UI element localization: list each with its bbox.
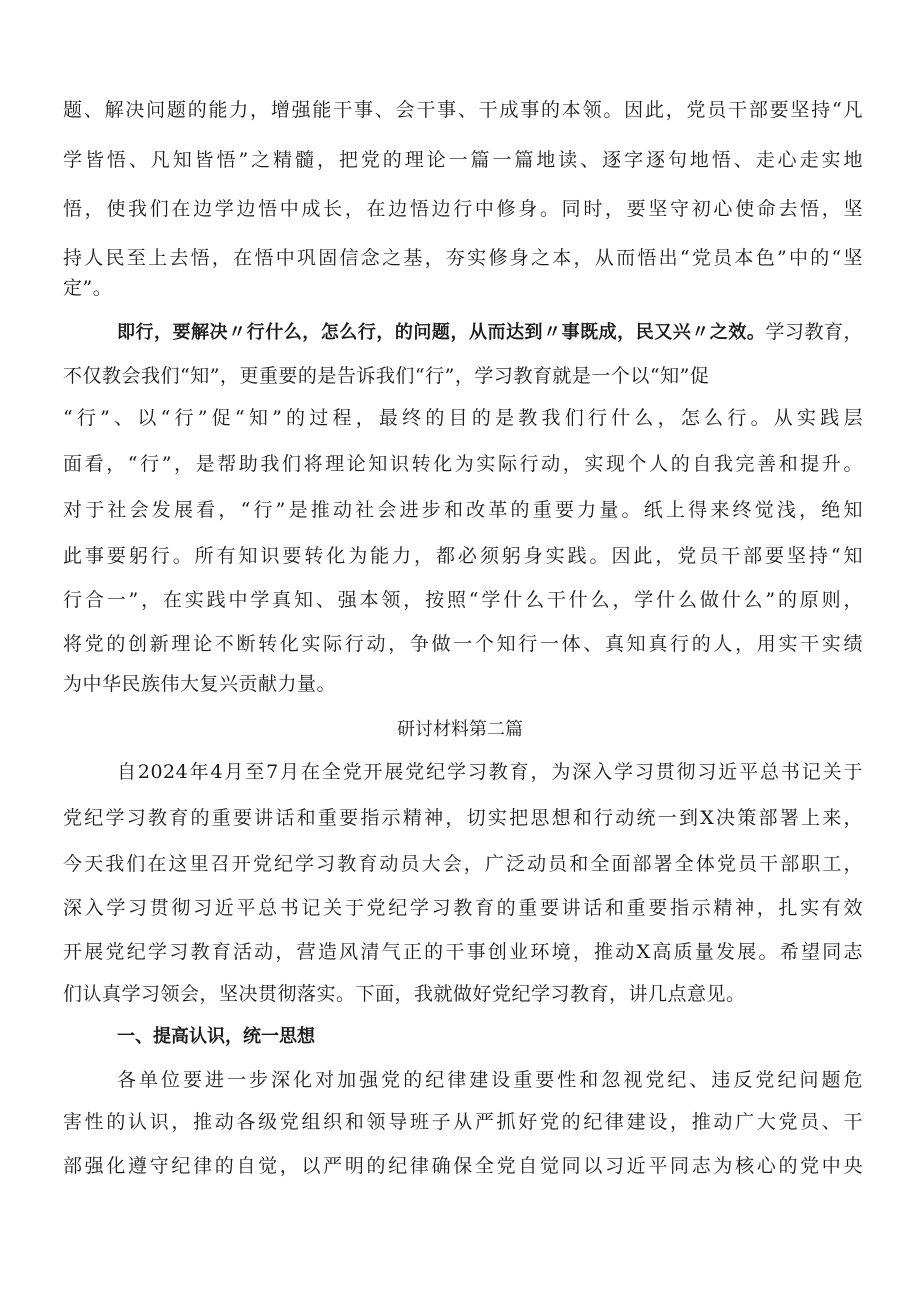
paragraph-line: 持人民至上去悟，在悟中巩固信念之基，夯实修身之本，从而悟出“党员本色”中的“坚	[63, 247, 863, 269]
paragraph-line: 今天我们在这里召开党纪学习教育动员大会，广泛动员和全面部署全体党员干部职工，	[63, 853, 863, 875]
paragraph-line: 题、解决问题的能力，增强能干事、会干事、干成事的本领。因此，党员干部要坚持“凡	[63, 99, 863, 121]
paragraph-line: 们认真学习领会，坚决贯彻落实。下面，我就做好党纪学习教育，讲几点意见。	[63, 983, 746, 1005]
paragraph-line: 深入学习贯彻习近平总书记关于党纪学习教育的重要讲话和重要指示精神，扎实有效	[63, 897, 863, 919]
paragraph-line: 定”。	[63, 277, 113, 299]
paragraph-line: 开展党纪学习教育活动，营造风清气正的干事创业环境，推动X高质量发展。希望同志	[63, 941, 863, 963]
section-heading: 研讨材料第二篇	[397, 719, 523, 740]
paragraph-line: 此事要躬行。所有知识要转化为能力，都必须躬身实践。因此，党员干部要坚持“知	[63, 545, 863, 567]
paragraph-line: 害性的认识，推动各级党组织和领导班子从严抓好党的纪律建设，推动广大党员、干	[63, 1111, 863, 1133]
paragraph-lead-line	[117, 320, 863, 345]
bold-lead-text: 即行，要解决〃行什么，怎么行，的问题，从而达到〃事既成，民又兴〃之效。	[117, 322, 766, 343]
paragraph-line: 各单位要进一步深化对加强党的纪律建设重要性和忽视党纪、违反党纪问题危	[117, 1069, 863, 1091]
paragraph-line: 部强化遵守纪律的自觉，以严明的纪律确保全党自觉同以习近平同志为核心的党中央	[63, 1155, 863, 1177]
paragraph-line: 党纪学习教育的重要讲话和重要指示精神，切实把思想和行动统一到X决策部署上来，	[63, 807, 863, 829]
paragraph-line: 将党的创新理论不断转化实际行动，争做一个知行一体、真知真行的人，用实干实绩	[63, 633, 863, 655]
paragraph-line: 悟，使我们在边学边悟中成长，在边悟边行中修身。同时，要坚守初心使命去悟，坚	[63, 198, 863, 220]
lead-rest-text: 学习教育，	[765, 321, 863, 343]
subsection-heading: 一、提高认识，统一思想	[117, 1026, 315, 1047]
paragraph-line: 学皆悟、凡知皆悟”之精髓，把党的理论一篇一篇地读、逐字逐句地悟、走心走实地	[63, 149, 863, 171]
paragraph-line: 为中华民族伟大复兴贡献力量。	[63, 673, 337, 695]
paragraph-line: 行合一”，在实践中学真知、强本领，按照“学什么干什么，学什么做什么”的原则，	[63, 589, 863, 611]
paragraph-line: 对于社会发展看，“行”是推动社会进步和改革的重要力量。纸上得来终觉浅，绝知	[63, 499, 863, 521]
paragraph-line: “行”、以“行”促“知”的过程，最终的目的是教我们行什么，怎么行。从实践层	[63, 407, 863, 429]
paragraph-line: 面看，“行”，是帮助我们将理论知识转化为实际行动，实现个人的自我完善和提升。	[63, 453, 863, 475]
paragraph-line: 不仅教会我们“知”，更重要的是告诉我们“行”，学习教育就是一个以“知”促	[63, 365, 710, 387]
paragraph-line: 自2024年4月至7月在全党开展党纪学习教育，为深入学习贯彻习近平总书记关于	[117, 761, 863, 783]
